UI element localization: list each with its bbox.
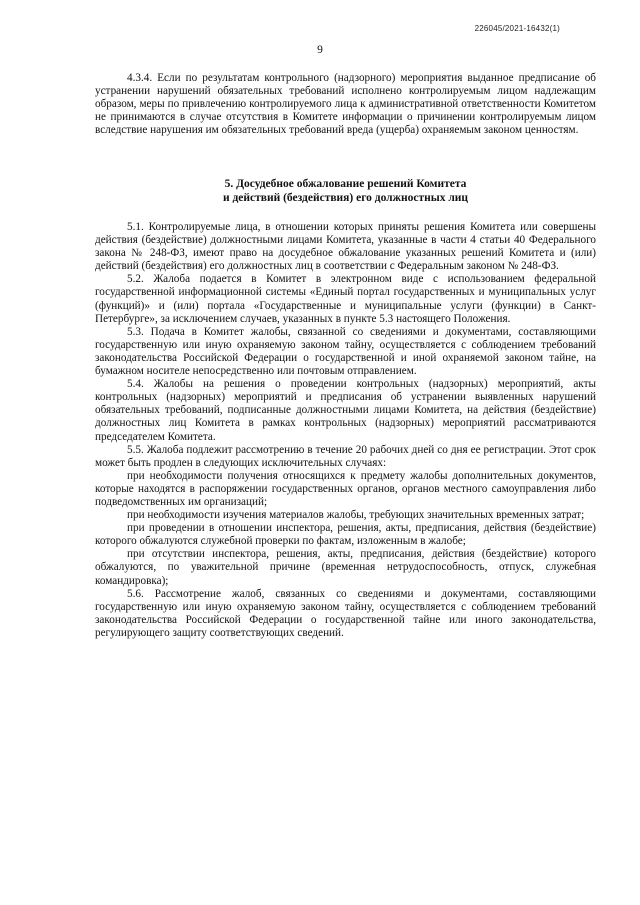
section-5-title-line2: и действий (бездействия) его должностных лиц [222,191,469,204]
paragraph-5-2: 5.2. Жалоба подается в Комитет в электронном виде с использованием федеральной государственной информационной системы «Единый портал государственных и муниципальных услуг (функций)» и (или) портала «Государственные и муниципальные услуги (функции) в Санкт-Петербурге», за исключением случаев, указанных в пункте 5.3 настоящего Положения. [95,273,596,325]
paragraph-5-1: 5.1. Контролируемые лица, в отношении которых приняты решения Комитета или совершены действия (бездействие) должностными лицами Комитета, указанные в части 4 статьи 40 Федерального закона № 248-ФЗ, имеют право на досудебное обжалование указанных решений Комитета и (или) действий (бездействия) его должностных лиц в соответствии с Федеральным законом № 248-ФЗ. [95,221,596,273]
paragraph-5-6: 5.6. Рассмотрение жалоб, связанных со сведениями и документами, составляющими государственную или иную охраняемую законом тайну, осуществляется с соблюдением требований законодательства Российской Федерации о государственной тайне или иного законодательства, регулирующего защиту соответствующих сведений. [95,587,596,639]
paragraph-4-3-4-block [95,72,596,137]
paragraph-5-5-case-3: при проведении в отношении инспектора, решения, акты, предписания, действия (бездействие) которого обжалуются служебной проверки по фактам, изложенным в жалобе; [95,522,596,548]
section-5-title-line1: 5. Досудебное обжалование решений Комитета [224,178,467,190]
section-5-body [95,221,596,640]
paragraph-4-3-4: 4.3.4. Если по результатам контрольного (надзорного) мероприятия выданное предписание об устранении нарушений обязательных требований исполнено контролируемым лицом надлежащим образом, меры по привлечению контролируемого лица к административной ответственности Комитетом не принимаются в случае отсутствия в Комитете информации о причинении контролируемым лицом вследствие нарушения им обязательных требований вреда (ущерба) охраняемым законом ценностям. [95,72,596,137]
paragraph-5-5-case-1: при необходимости получения относящихся к предмету жалобы дополнительных документов, которые находятся в распоряжении государственных органов, органов местного самоуправления либо подведомственных им организаций; [95,469,596,508]
document-id: 226045/2021-16432(1) [474,24,560,33]
paragraph-5-4: 5.4. Жалобы на решения о проведении контрольных (надзорных) мероприятий, акты контрольных (надзорных) мероприятий и предписания об устранении выявленных нарушений обязательных требований, подписанные должностными лицами Комитета, на действия (бездействие) должностных лиц Комитета в рамках контрольных (надзорных) мероприятий рассматриваются председателем Комитета. [95,378,596,443]
paragraph-5-3: 5.3. Подача в Комитет жалобы, связанной со сведениями и документами, составляющими государственную или иную охраняемую законом тайну, осуществляется с соблюдением требований законодательства Российской Федерации о государственной и иной охраняемой законом тайне, на бумажном носителе непосредственно или почтовым отправлением. [95,325,596,378]
paragraph-5-5: 5.5. Жалоба подлежит рассмотрению в течение 20 рабочих дней со дня ее регистрации. Этот срок может быть продлен в следующих исключительных случаях: [95,443,596,469]
paragraph-5-5-case-2: при необходимости изучения материалов жалобы, требующих значительных временных затрат; [127,509,585,522]
paragraph-5-5-case-4: при отсутствии инспектора, решения, акты, предписания, действия (бездействие) которого обжалуются, по уважительной причине (временная нетрудоспособность, отпуск, служебная командировка); [95,548,596,587]
section-5-heading [95,178,596,205]
page-number: 9 [317,44,323,56]
